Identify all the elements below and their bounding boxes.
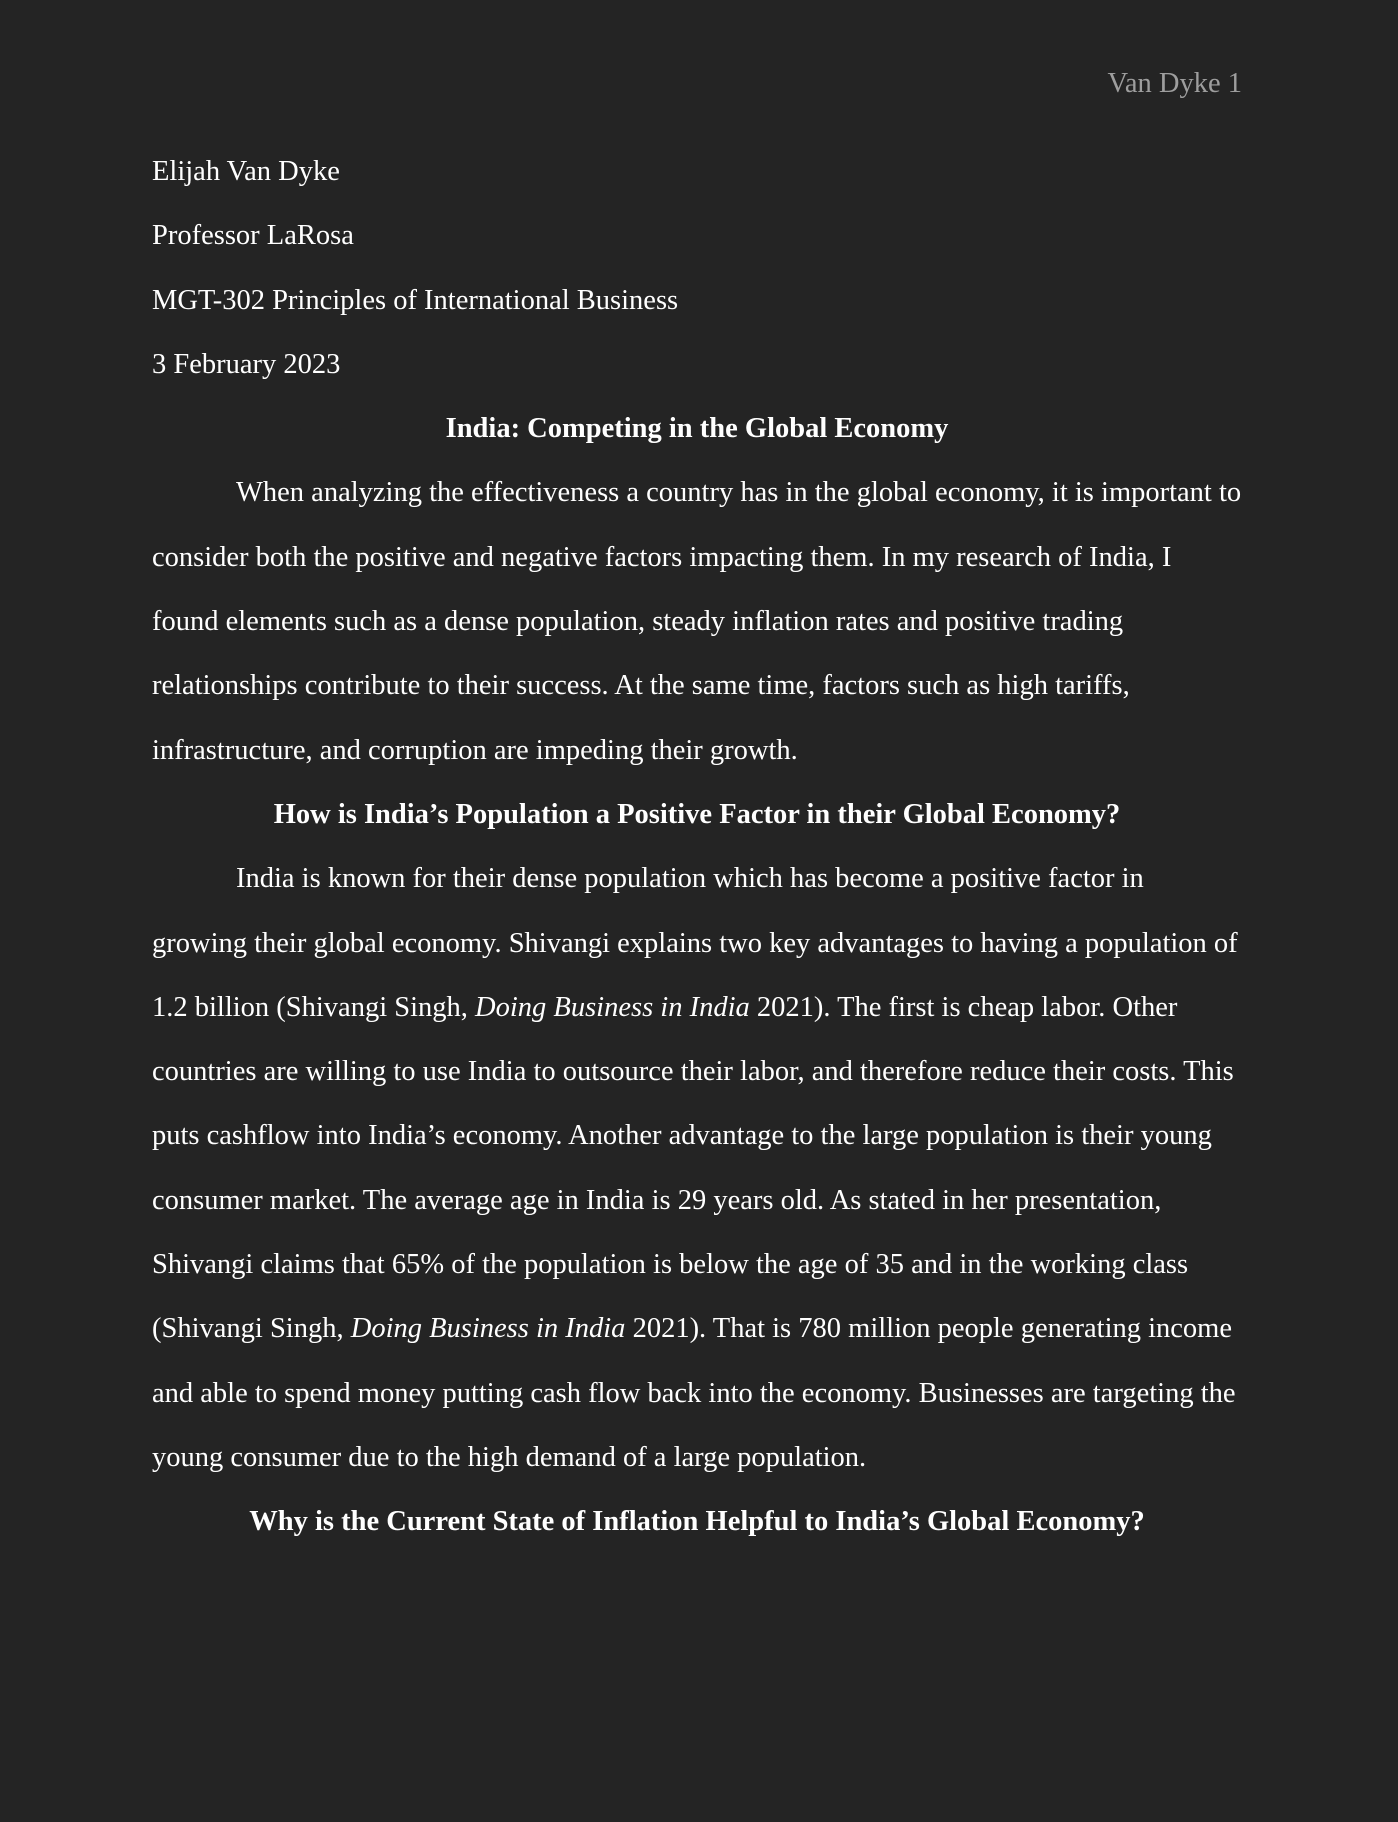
author-name: Elijah Van Dyke [152, 156, 340, 187]
section1-text-part3: 2021). That is 780 million people generating income and able to spend money putting cash flow back into the economy. Businesses are targeting the young consumer due to the high demand of a large population. [152, 1313, 1236, 1473]
course-name: MGT-302 Principles of International Business [152, 284, 679, 316]
citation-title-2: Doing Business in India [350, 1313, 626, 1345]
document-body [152, 140, 1242, 1555]
section1-text-part2: 2021). The first is cheap labor. Other countries are willing to use India to outsource their labor, and therefore reduce their costs. This puts cashflow into India’s economy. Another advantage to the large population is their young consumer market. The average age in India is 29 years old. As stated in her presentation, Shivangi claims that 65% of the population is below the age of 35 and in the working class (Shivangi Singh, [152, 991, 1234, 1345]
professor-name: Professor LaRosa [152, 220, 354, 252]
date: 3 February 2023 [152, 348, 341, 380]
document-title: India: Competing in the Global Economy [445, 413, 949, 445]
section2-heading: Why is the Current State of Inflation Helpful to India’s Global Economy? [249, 1506, 1145, 1538]
section1-paragraph [152, 847, 1242, 1490]
intro-paragraph: When analyzing the effectiveness a country has in the global economy, it is important to consider both the positive and negative factors impacting them. In my research of India, I found elements such as a dense population, steady inflation rates and positive trading relationships contribute to their success. At the same time, factors such as high tariffs, infrastructure, and corruption are impeding their growth. [152, 477, 1242, 766]
section1-heading: How is India’s Population a Positive Factor in their Global Economy? [273, 798, 1121, 830]
section1-text-part1: India is known for their dense population which has become a positive factor in growing their global economy. Shivangi explains two key advantages to having a population of 1.2 billion (Shivangi Singh, [152, 863, 1238, 1023]
page-number-header: Van Dyke 1 [1107, 68, 1242, 99]
citation-title-1: Doing Business in India [475, 991, 750, 1023]
